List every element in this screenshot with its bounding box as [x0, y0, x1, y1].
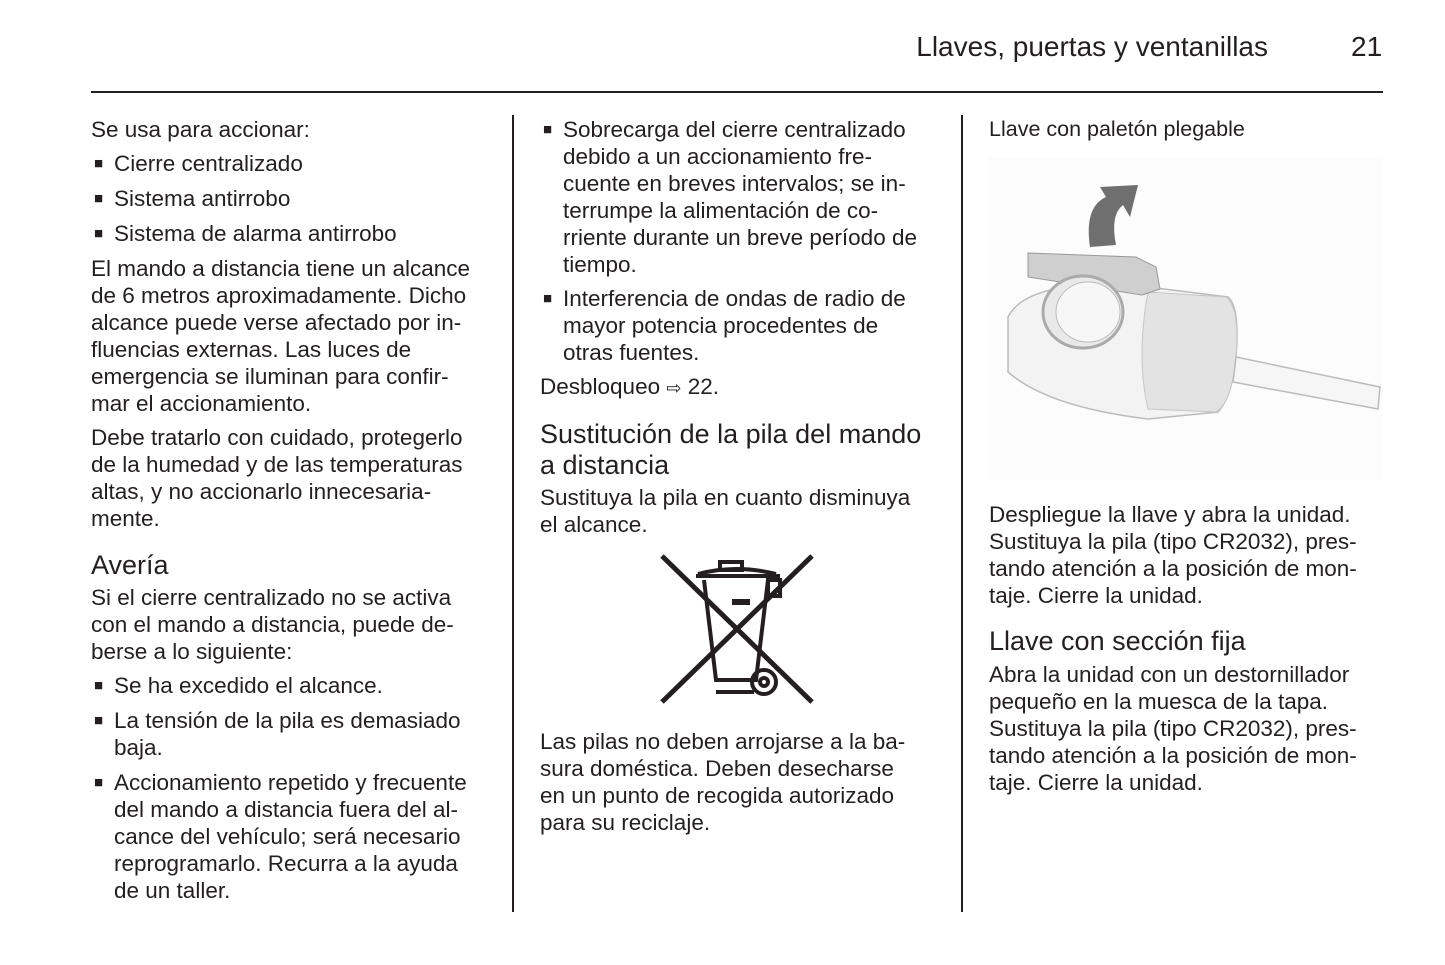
disposal-note: Las pilas no deben arrojarse a la ba- sura doméstica. Deben desecharse en un punto de recogida autorizado para su reciclaje. [540, 729, 906, 835]
reference-label: Desbloqueo [540, 374, 661, 399]
bullet-icon: ■ [543, 121, 553, 138]
battery-heading: Sustitución de la pila del mando a distancia [540, 419, 922, 480]
fixed-key-heading: Llave con sección fija [989, 626, 1246, 656]
list-item-text: Accionamiento repetido y frecuente del mando a distancia fuera del al- cance del vehículo; será necesario reprogramarlo. Recurra a la ayuda de un taller. [114, 770, 467, 903]
section-title: Llaves, puertas y ventanillas [916, 31, 1268, 62]
fixed-key-instructions: Abra la unidad con un destornillador pequeño en la muesca de la tapa. Sustituya la pila (tipo CR2032), pres- tando atención a la posición de mon- taje. Cierre la unidad. [989, 662, 1357, 795]
list-item-text: Cierre centralizado [114, 151, 303, 176]
fault-heading: Avería [91, 550, 169, 580]
intro-text: Se usa para accionar: [91, 117, 310, 142]
list-item [94, 707, 461, 761]
list-item [543, 285, 906, 366]
care-paragraph: Debe tratarlo con cuidado, protegerlo de la humedad y de las temperaturas altas, y no accionarlo innecesaria- mente. [91, 425, 463, 531]
list-item-text: Sobrecarga del cierre centralizado debido a un accionamiento fre- cuente en breves intervalos; se in- terrumpe la alimentación de co- rriente durante un breve período de tiempo. [563, 117, 917, 277]
range-paragraph: El mando a distancia tiene un alcance de 6 metros aproximadamente. Dicho alcance puede verse afectado por in- fluencias externas. Las luces de emergencia se iluminan para confir- mar el accionamiento. [91, 256, 470, 416]
bullet-icon: ■ [94, 190, 104, 207]
bullet-icon: ■ [94, 712, 104, 729]
reference-page: 22. [687, 374, 719, 399]
arrow-reference-icon: ⇨ [666, 378, 682, 398]
page-number: 21 [1351, 31, 1383, 62]
crossed-bin-icon [658, 552, 816, 708]
bullet-icon: ■ [94, 774, 104, 791]
column-divider [961, 115, 963, 912]
list-item-text: La tensión de la pila es demasiado baja. [114, 708, 461, 760]
list-item [543, 116, 917, 278]
list-item [94, 150, 303, 177]
bullet-icon: ■ [94, 155, 104, 172]
folding-key-instructions: Despliegue la llave y abra la unidad. Sustituya la pila (tipo CR2032), pres- tando atención a la posición de mon- taje. Cierre la unidad. [989, 502, 1357, 608]
battery-intro: Sustituya la pila en cuanto disminuya el alcance. [540, 485, 911, 537]
header-rule [91, 91, 1383, 93]
list-item-text: Sistema antirrobo [114, 186, 291, 211]
list-item [94, 672, 383, 699]
list-item [94, 769, 467, 904]
list-item-text: Sistema de alarma antirrobo [114, 221, 397, 246]
list-item-text: Se ha excedido el alcance. [114, 673, 383, 698]
column-divider [512, 115, 514, 912]
list-item [94, 220, 397, 247]
unlock-reference[interactable] [540, 373, 719, 402]
list-item [94, 185, 291, 212]
folding-key-battery-illustration [988, 157, 1383, 480]
folding-key-heading: Llave con paletón plegable [989, 117, 1245, 141]
bullet-icon: ■ [94, 677, 104, 694]
list-item-text: Interferencia de ondas de radio de mayor potencia procedentes de otras fuentes. [563, 286, 906, 365]
fault-intro: Si el cierre centralizado no se activa con el mando a distancia, puede de- berse a lo siguiente: [91, 585, 454, 664]
bullet-icon: ■ [543, 290, 553, 307]
bullet-icon: ■ [94, 225, 104, 242]
